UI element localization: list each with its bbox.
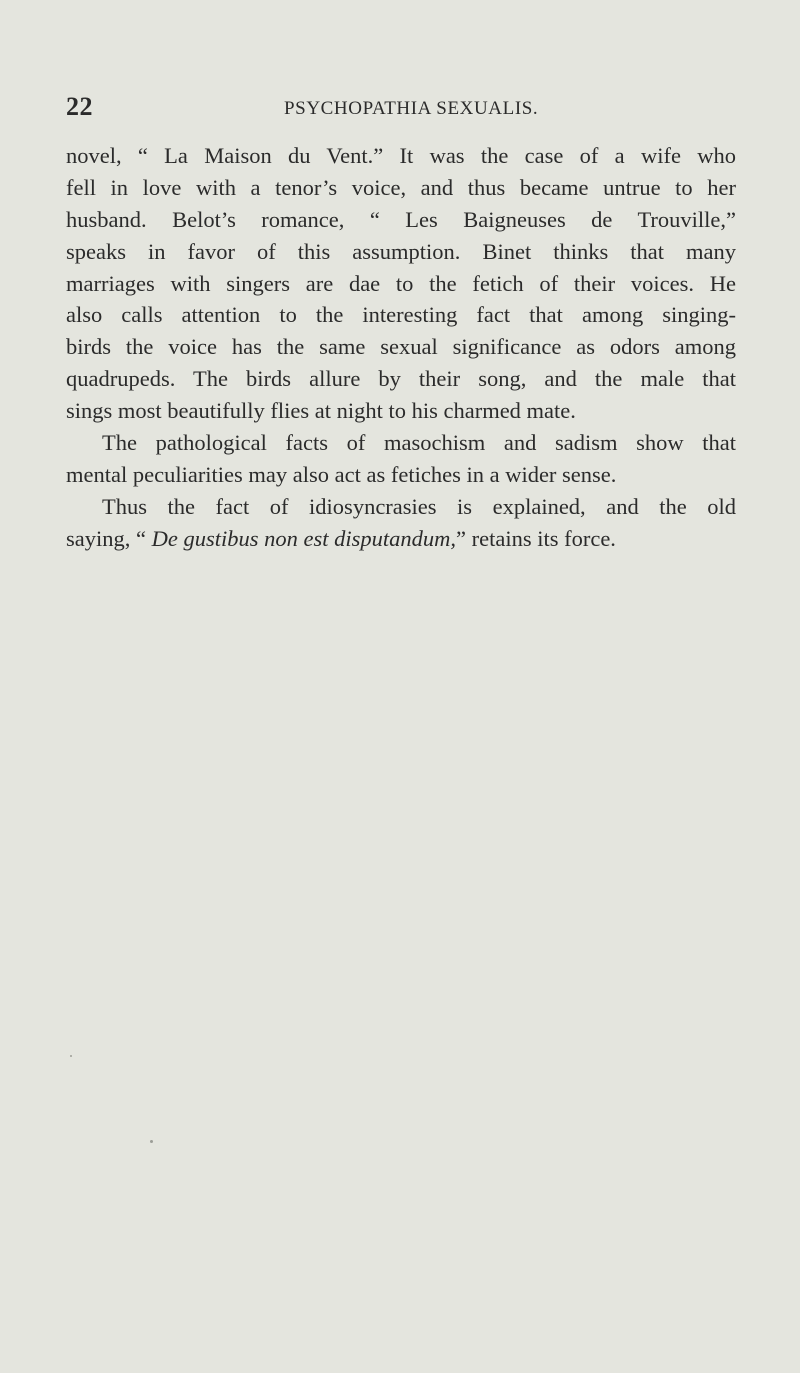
paper-speck bbox=[150, 1140, 153, 1143]
text-line: sings most beautifully flies at night to his charmed mate. bbox=[66, 398, 576, 424]
latin-phrase: De gustibus non est disputandum, bbox=[151, 525, 456, 551]
paragraph-3 bbox=[66, 491, 736, 555]
text-line: marriages with singers are dae to the fetich of their voices. He bbox=[66, 270, 736, 296]
paragraph-2 bbox=[66, 427, 736, 491]
text-line: husband. Belot’s romance, “ Les Baigneuses de Trouville,” bbox=[66, 206, 736, 232]
text-line: also calls attention to the interesting fact that among singing- bbox=[66, 302, 736, 328]
paragraph-1 bbox=[66, 140, 736, 427]
text-run: ” retains its force. bbox=[456, 525, 616, 551]
text-line: birds the voice has the same sexual significance as odors among bbox=[66, 334, 736, 360]
body-text bbox=[66, 140, 736, 555]
paper-speck bbox=[70, 1055, 72, 1057]
running-head bbox=[66, 92, 736, 122]
text-line: novel, “ La Maison du Vent.” It was the case of a wife who bbox=[66, 143, 736, 168]
text-line: fell in love with a tenor’s voice, and thus became untrue to her bbox=[66, 174, 736, 200]
text-line: The pathological facts of masochism and sadism show that bbox=[102, 430, 736, 456]
text-line-with-latin-phrase bbox=[66, 523, 736, 555]
text-line: mental peculiarities may also act as fetiches in a wider sense. bbox=[66, 461, 617, 487]
text-line: quadrupeds. The birds allure by their song, and the male that bbox=[66, 366, 736, 392]
running-title: PSYCHOPATHIA SEXUALIS. bbox=[284, 98, 539, 119]
text-line: speaks in favor of this assumption. Binet thinks that many bbox=[66, 238, 736, 264]
page-number: 22 bbox=[66, 92, 93, 121]
text-run: saying, “ bbox=[66, 525, 152, 551]
text-line: Thus the fact of idiosyncrasies is explained, and the old bbox=[102, 493, 736, 519]
